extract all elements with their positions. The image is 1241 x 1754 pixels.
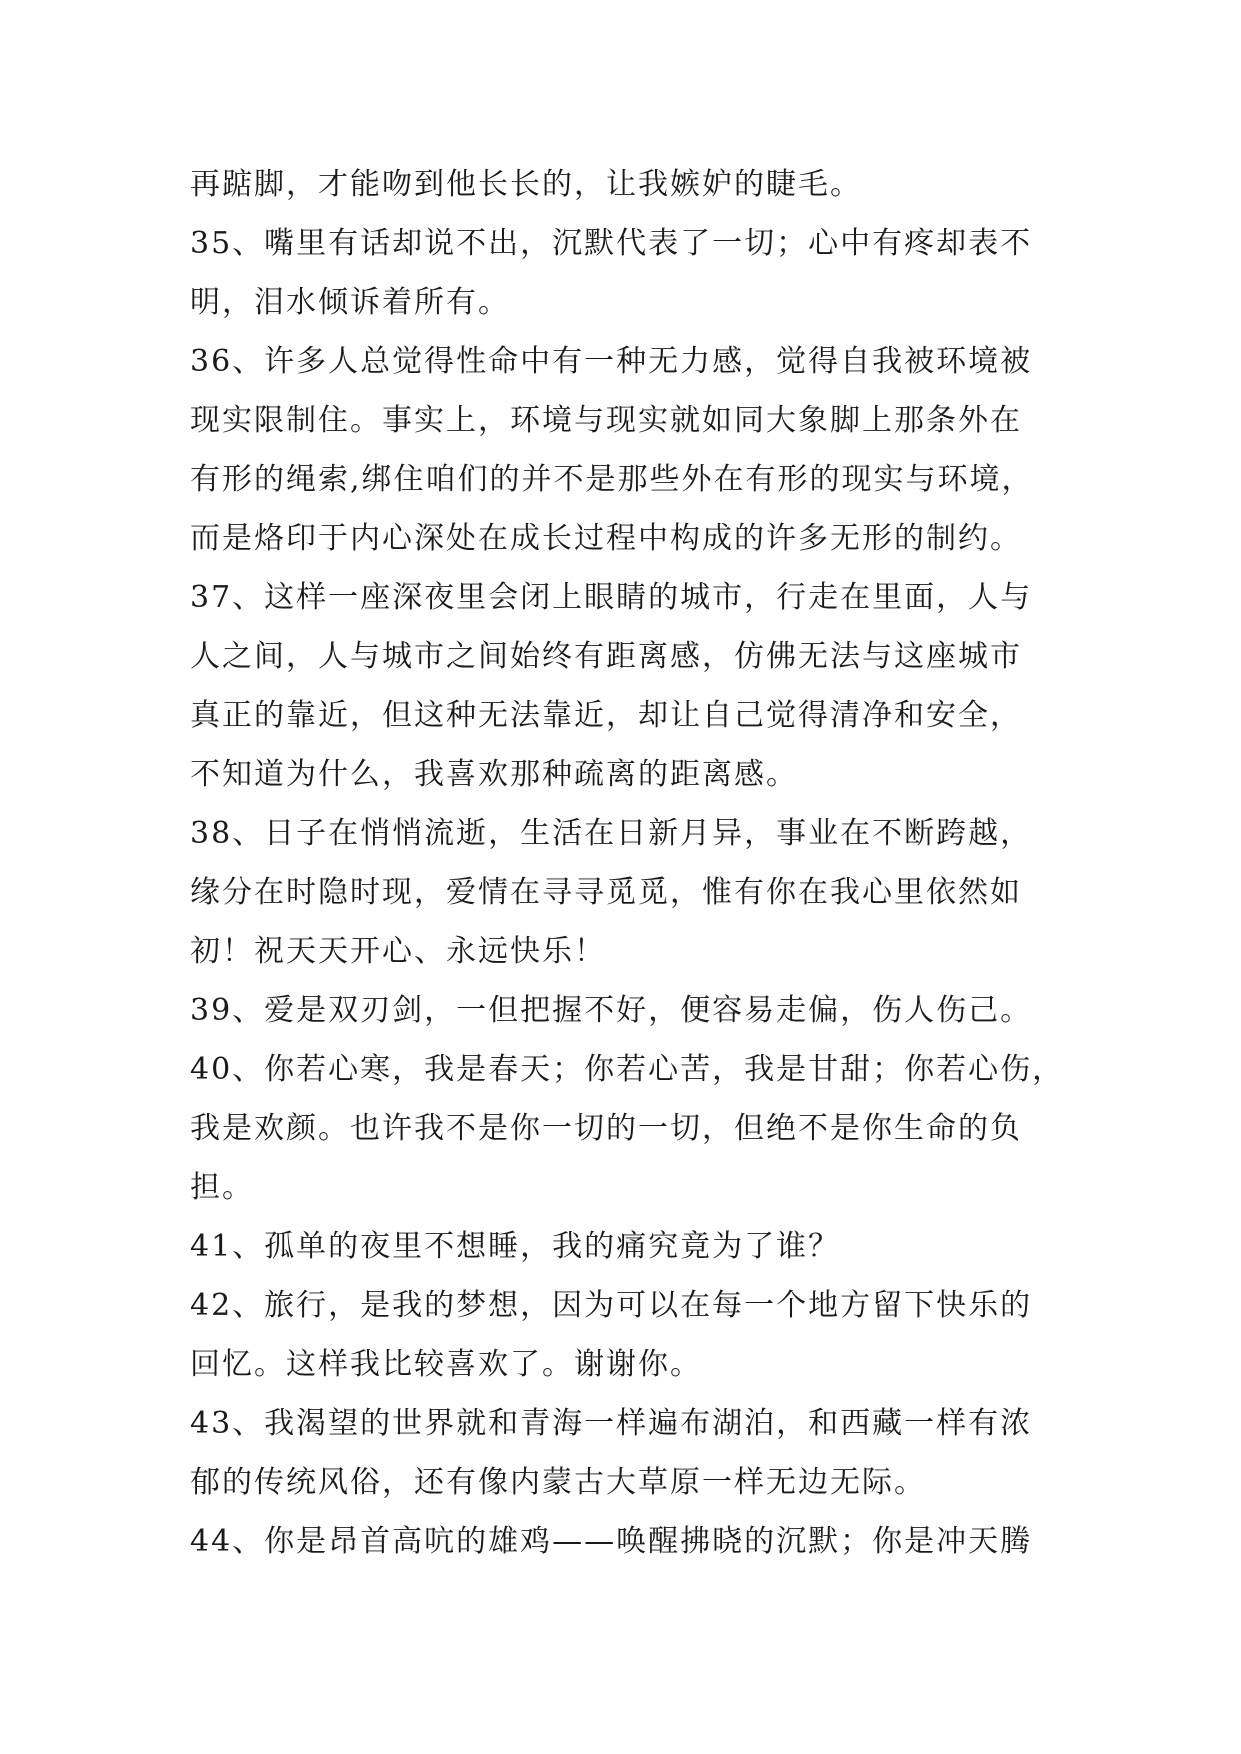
text-line: 初！祝天天开心、永远快乐！: [190, 934, 606, 969]
text-line: 36、许多人总觉得性命中有一种无力感，觉得自我被环境被: [190, 344, 1033, 379]
text-line: 回忆。这样我比较喜欢了。谢谢你。: [190, 1347, 702, 1382]
text-line: 39、爱是双刃剑，一但把握不好，便容易走偏，伤人伤己。: [190, 993, 1033, 1028]
text-line: 44、你是昂首高吭的雄鸡——唤醒拂晓的沉默；你是冲天腾: [190, 1524, 1033, 1559]
text-line: 现实限制住。事实上，环境与现实就如同大象脚上那条外在: [190, 403, 1022, 438]
text-line: 我是欢颜。也许我不是你一切的一切，但绝不是你生命的负: [190, 1111, 1022, 1146]
text-line: 43、我渴望的世界就和青海一样遍布湖泊，和西藏一样有浓: [190, 1406, 1033, 1441]
text-line: 35、嘴里有话却说不出，沉默代表了一切；心中有疼却表不: [190, 226, 1033, 261]
text-line: 人之间，人与城市之间始终有距离感，仿佛无法与这座城市: [190, 639, 1022, 674]
text-line: 真正的靠近，但这种无法靠近，却让自己觉得清净和安全，: [190, 698, 1022, 733]
text-line: 缘分在时隐时现，爱情在寻寻觅觅，惟有你在我心里依然如: [190, 875, 1022, 910]
text-line: 有形的绳索,绑住咱们的并不是那些外在有形的现实与环境，: [190, 462, 1034, 497]
text-line: 不知道为什么，我喜欢那种疏离的距离感。: [190, 757, 798, 792]
text-line: 而是烙印于内心深处在成长过程中构成的许多无形的制约。: [190, 521, 1022, 556]
text-line: 明，泪水倾诉着所有。: [190, 285, 510, 320]
text-line: 再踮脚，才能吻到他长长的，让我嫉妒的睫毛。: [190, 167, 862, 202]
text-line: 38、日子在悄悄流逝，生活在日新月异，事业在不断跨越，: [190, 816, 1033, 851]
text-line: 42、旅行，是我的梦想，因为可以在每一个地方留下快乐的: [190, 1288, 1033, 1323]
text-line: 郁的传统风俗，还有像内蒙古大草原一样无边无际。: [190, 1465, 926, 1500]
text-line: 担。: [190, 1170, 254, 1205]
text-line: 40、你若心寒，我是春天；你若心苦，我是甘甜；你若心伤，: [190, 1052, 1065, 1087]
document-body: [190, 155, 1070, 1571]
text-line: 41、孤单的夜里不想睡，我的痛究竟为了谁？: [190, 1229, 841, 1264]
text-line: 37、这样一座深夜里会闭上眼睛的城市，行走在里面，人与: [190, 580, 1033, 615]
